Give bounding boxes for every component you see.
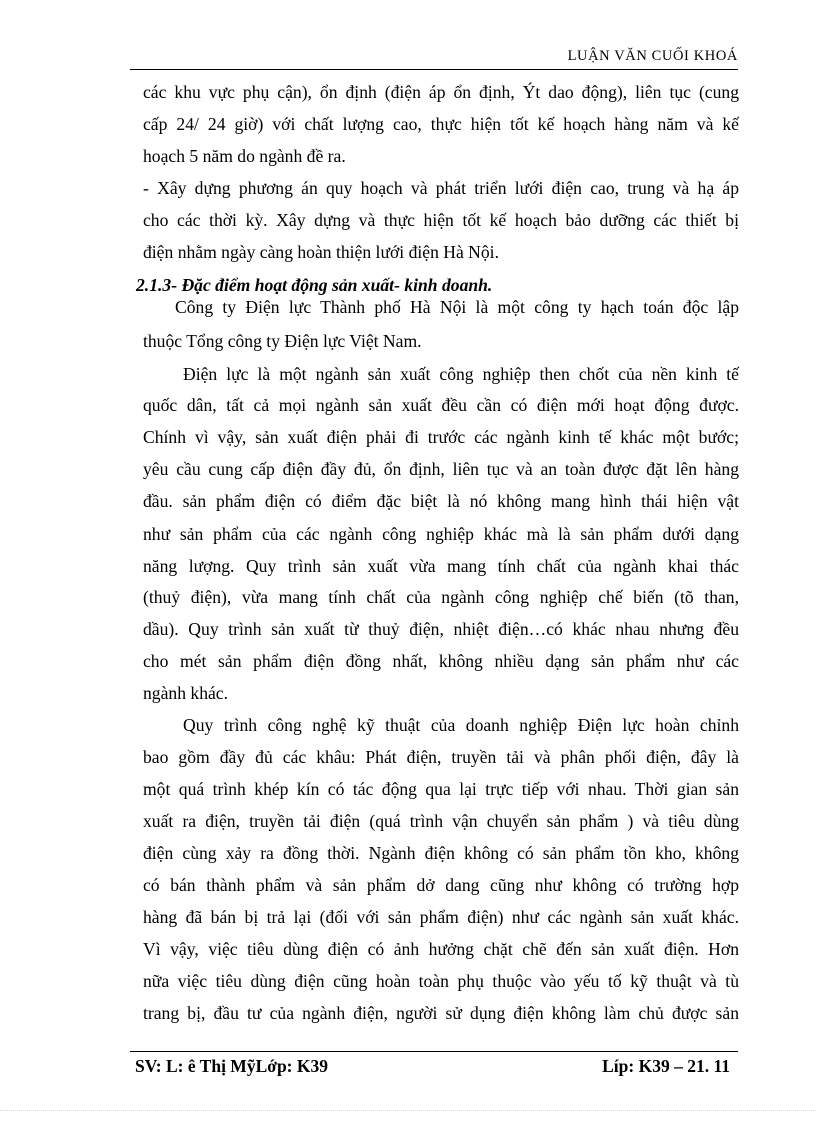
- section-heading: 2.1.3- Đặc điểm hoạt động sản xuất- kinh doanh.: [136, 275, 493, 295]
- text-line: ngành khác.: [143, 683, 229, 703]
- text-line: Công ty Điện lực Thành phố Hà Nội là một công ty hạch toán độc lập: [175, 297, 739, 317]
- text-line: các khu vực phụ cận), ổn định (điện áp ổn định, Ýt dao động), liên tục (cung: [143, 82, 739, 102]
- text-line: như sản phẩm của các ngành công nghiệp khác mà là sản phẩm dưới dạng: [143, 524, 739, 544]
- text-line: có bán thành phẩm và sản phẩm dở dang cũng như không có trường hợp: [143, 875, 739, 895]
- text-line: một quá trình khép kín có tác động qua lại trực tiếp với nhau. Thời gian sản: [143, 779, 739, 799]
- footer-class: Líp: K39 – 21. 11: [602, 1056, 730, 1076]
- text-line: Vì vậy, việc tiêu dùng điện có ảnh hưởng chặt chẽ đến sản xuất điện. Hơn: [143, 939, 739, 959]
- text-line: (thuỷ điện), vừa mang tính chất của ngành công nghiệp chế biến (tõ than,: [143, 587, 739, 607]
- page-bottom-border: [0, 1110, 816, 1111]
- text-line: xuất ra điện, truyền tải điện (quá trình vận chuyển sản phẩm ) và tiêu dùng: [143, 811, 739, 831]
- footer-rule: [130, 1051, 738, 1052]
- text-line: thuộc Tổng công ty Điện lực Việt Nam.: [143, 331, 422, 351]
- text-line: hàng đã bán bị trả lại (đối với sản phẩm điện) như các ngành sản xuất khác.: [143, 907, 739, 927]
- text-line: cho các thời kỳ. Xây dựng và thực hiện tốt kế hoạch bảo dưỡng các thiết bị: [143, 210, 739, 230]
- text-line: quốc dân, tất cả mọi ngành sản xuất đều cần có điện mới hoạt động được.: [143, 395, 739, 415]
- text-line: năng lượng. Quy trình sản xuất vừa mang tính chất của ngành khai thác: [143, 556, 739, 576]
- footer-student: SV: L: ê Thị MỹLớp: K39: [135, 1056, 328, 1076]
- text-line: nữa việc tiêu dùng điện cũng hoàn toàn phụ thuộc vào yếu tố kỹ thuật và tù: [143, 971, 739, 991]
- text-line: cho mét sản phẩm điện đồng nhất, không nhiều dạng sản phẩm như các: [143, 651, 739, 671]
- text-line: hoạch 5 năm do ngành đề ra.: [143, 146, 346, 166]
- text-line: Chính vì vậy, sản xuất điện phải đi trước các ngành kinh tế khác một bước;: [143, 427, 739, 447]
- text-line: bao gồm đầy đủ các khâu: Phát điện, truyền tải và phân phối điện, đây là: [143, 747, 739, 767]
- text-line: Quy trình công nghệ kỹ thuật của doanh nghiệp Điện lực hoàn chỉnh: [183, 715, 739, 735]
- text-line: điện nhằm ngày càng hoàn thiện lưới điện Hà Nội.: [143, 242, 499, 262]
- text-line: Điện lực là một ngành sản xuất công nghiệp then chốt của nền kinh tế: [183, 364, 739, 384]
- text-line: yêu cầu cung cấp điện đầy đủ, ổn định, liên tục và an toàn được đặt lên hàng: [143, 459, 739, 479]
- text-line: cấp 24/ 24 giờ) với chất lượng cao, thực hiện tốt kế hoạch hàng năm và kế: [143, 114, 739, 134]
- header-rule: [130, 69, 738, 70]
- text-line: trang bị, đầu tư của ngành điện, người sử dụng điện không làm chủ được sản: [143, 1003, 739, 1023]
- text-line: đầu. sản phẩm điện có điểm đặc biệt là nó không mang hình thái hiện vật: [143, 491, 739, 511]
- page-header-title: LUẬN VĂN CUỐI KHOÁ: [567, 48, 738, 64]
- text-line: điện cùng xảy ra đồng thời. Ngành điện không có sản phẩm tồn kho, không: [143, 843, 739, 863]
- text-line: dầu). Quy trình sản xuất từ thuỷ điện, nhiệt điện…có khác nhau nhưng đều: [143, 619, 739, 639]
- text-line: - Xây dựng phương án quy hoạch và phát triển lưới điện cao, trung và hạ áp: [143, 178, 739, 198]
